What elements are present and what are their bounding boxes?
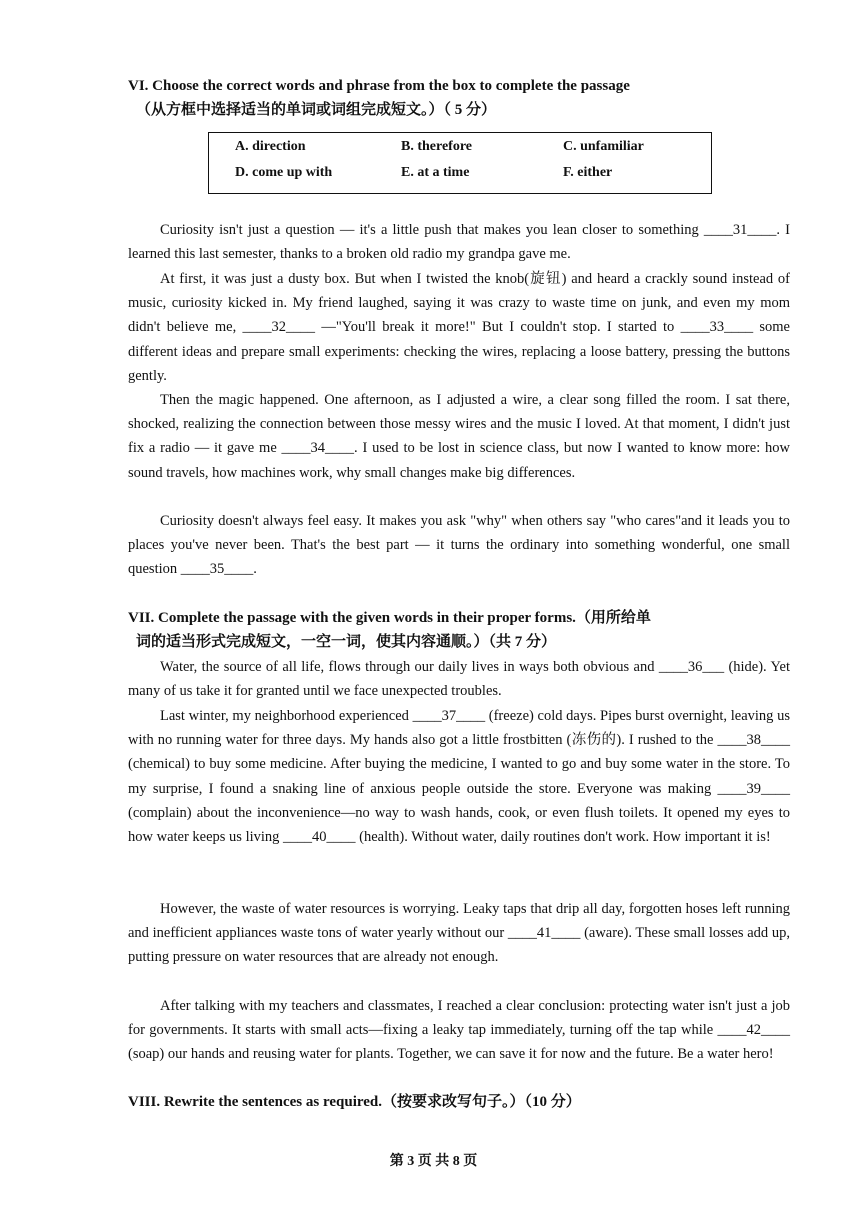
option-f: F. either: [563, 165, 613, 180]
s6-paragraph-2: At first, it was just a dusty box. But when I twisted the knob(旋钮) and heard a crackly sound instead of music, curiosity kicked in. My friend laughed, saying it was crazy to waste time on junk, and even my mom didn't believe me, ____32____ —"You'll break it more!" But I couldn't stop. I started to ____33____ some different ideas and prepare small experiments: checking the wires, replacing a loose battery, pressing the buttons gently.: [128, 271, 790, 384]
s6-paragraph-1: Curiosity isn't just a question — it's a little push that makes you lean closer to something ____31____. I learned this last semester, thanks to a broken old radio my grandpa gave me.: [128, 222, 790, 263]
section-6-title: VI. Choose the correct words and phrase from the box to complete the passage: [128, 78, 630, 94]
option-c: C. unfamiliar: [563, 139, 644, 154]
section-6-subtitle: （从方框中选择适当的单词或词组完成短文。）（ 5 分）: [136, 102, 497, 118]
option-a: A. direction: [235, 139, 306, 154]
s7-paragraph-4: After talking with my teachers and classmates, I reached a clear conclusion: protecting water isn't just a job for governments. It starts with small acts—fixing a leaky tap immediately, turning off the tap while ____42____ (soap) our hands and reusing water for plants. Together, we can save it for now and the future. Be a water hero!: [128, 998, 790, 1063]
option-d: D. come up with: [235, 165, 333, 180]
s6-paragraph-4: Curiosity doesn't always feel easy. It makes you ask "why" when others say "who cares"and it leads you to places you've never been. That's the best part — it turns the ordinary into something wonderful, one small question ____35____.: [128, 513, 790, 578]
s6-paragraph-3: Then the magic happened. One afternoon, as I adjusted a wire, a clear song filled the room. I sat there, shocked, realizing the connection between those messy wires and the music I loved. At that moment, I didn't just fix a radio — it gave me ____34____. I used to be lost in science class, but now I wanted to know more: how sound travels, how machines work, why small changes make big differences.: [128, 392, 790, 481]
s7-paragraph-1: Water, the source of all life, flows through our daily lives in ways both obvious and ____36___ (hide). Yet many of us take it for granted until we face unexpected troubles.: [128, 659, 790, 700]
option-e: E. at a time: [401, 165, 470, 180]
section-7-subtitle: 词的适当形式完成短文，一空一词，使其内容通顺。）（共 7 分）: [136, 634, 557, 650]
section-6-heading: [128, 74, 808, 122]
section-8-title: VIII. Rewrite the sentences as required.（按要求改写句子。）（10 分）: [128, 1094, 581, 1110]
option-b: B. therefore: [401, 139, 473, 154]
section-7-heading: [128, 606, 808, 654]
page-number: 第 3 页 共 8 页: [389, 1154, 478, 1169]
section-7-title: VII. Complete the passage with the given words in their proper forms.（用所给单: [128, 610, 651, 626]
word-box: [208, 132, 712, 194]
s7-paragraph-2: Last winter, my neighborhood experienced ____37____ (freeze) cold days. Pipes burst overnight, leaving us with no running water for three days. My hands also got a little frostbitten (冻伤的). I rushed to the ____38____ (chemical) to buy some medicine. After buying the medicine, I wanted to go and buy some water in the store. To my surprise, I found a snaking line of anxious people outside the store. Everyone was making ____39____ (complain) about the inconvenience—no way to wash hands, cook, or even flush toilets. It opened my eyes to how water keeps us living ____40____ (health). Without water, daily routines don't work. How important it is!: [128, 708, 790, 846]
section-8-heading: [128, 1090, 808, 1114]
s7-paragraph-3: However, the waste of water resources is worrying. Leaky taps that drip all day, forgotten hoses left running and inefficient appliances waste tons of water yearly without our ____41____ (aware). These small losses add up, putting pressure on water resources that are already not enough.: [128, 901, 790, 966]
